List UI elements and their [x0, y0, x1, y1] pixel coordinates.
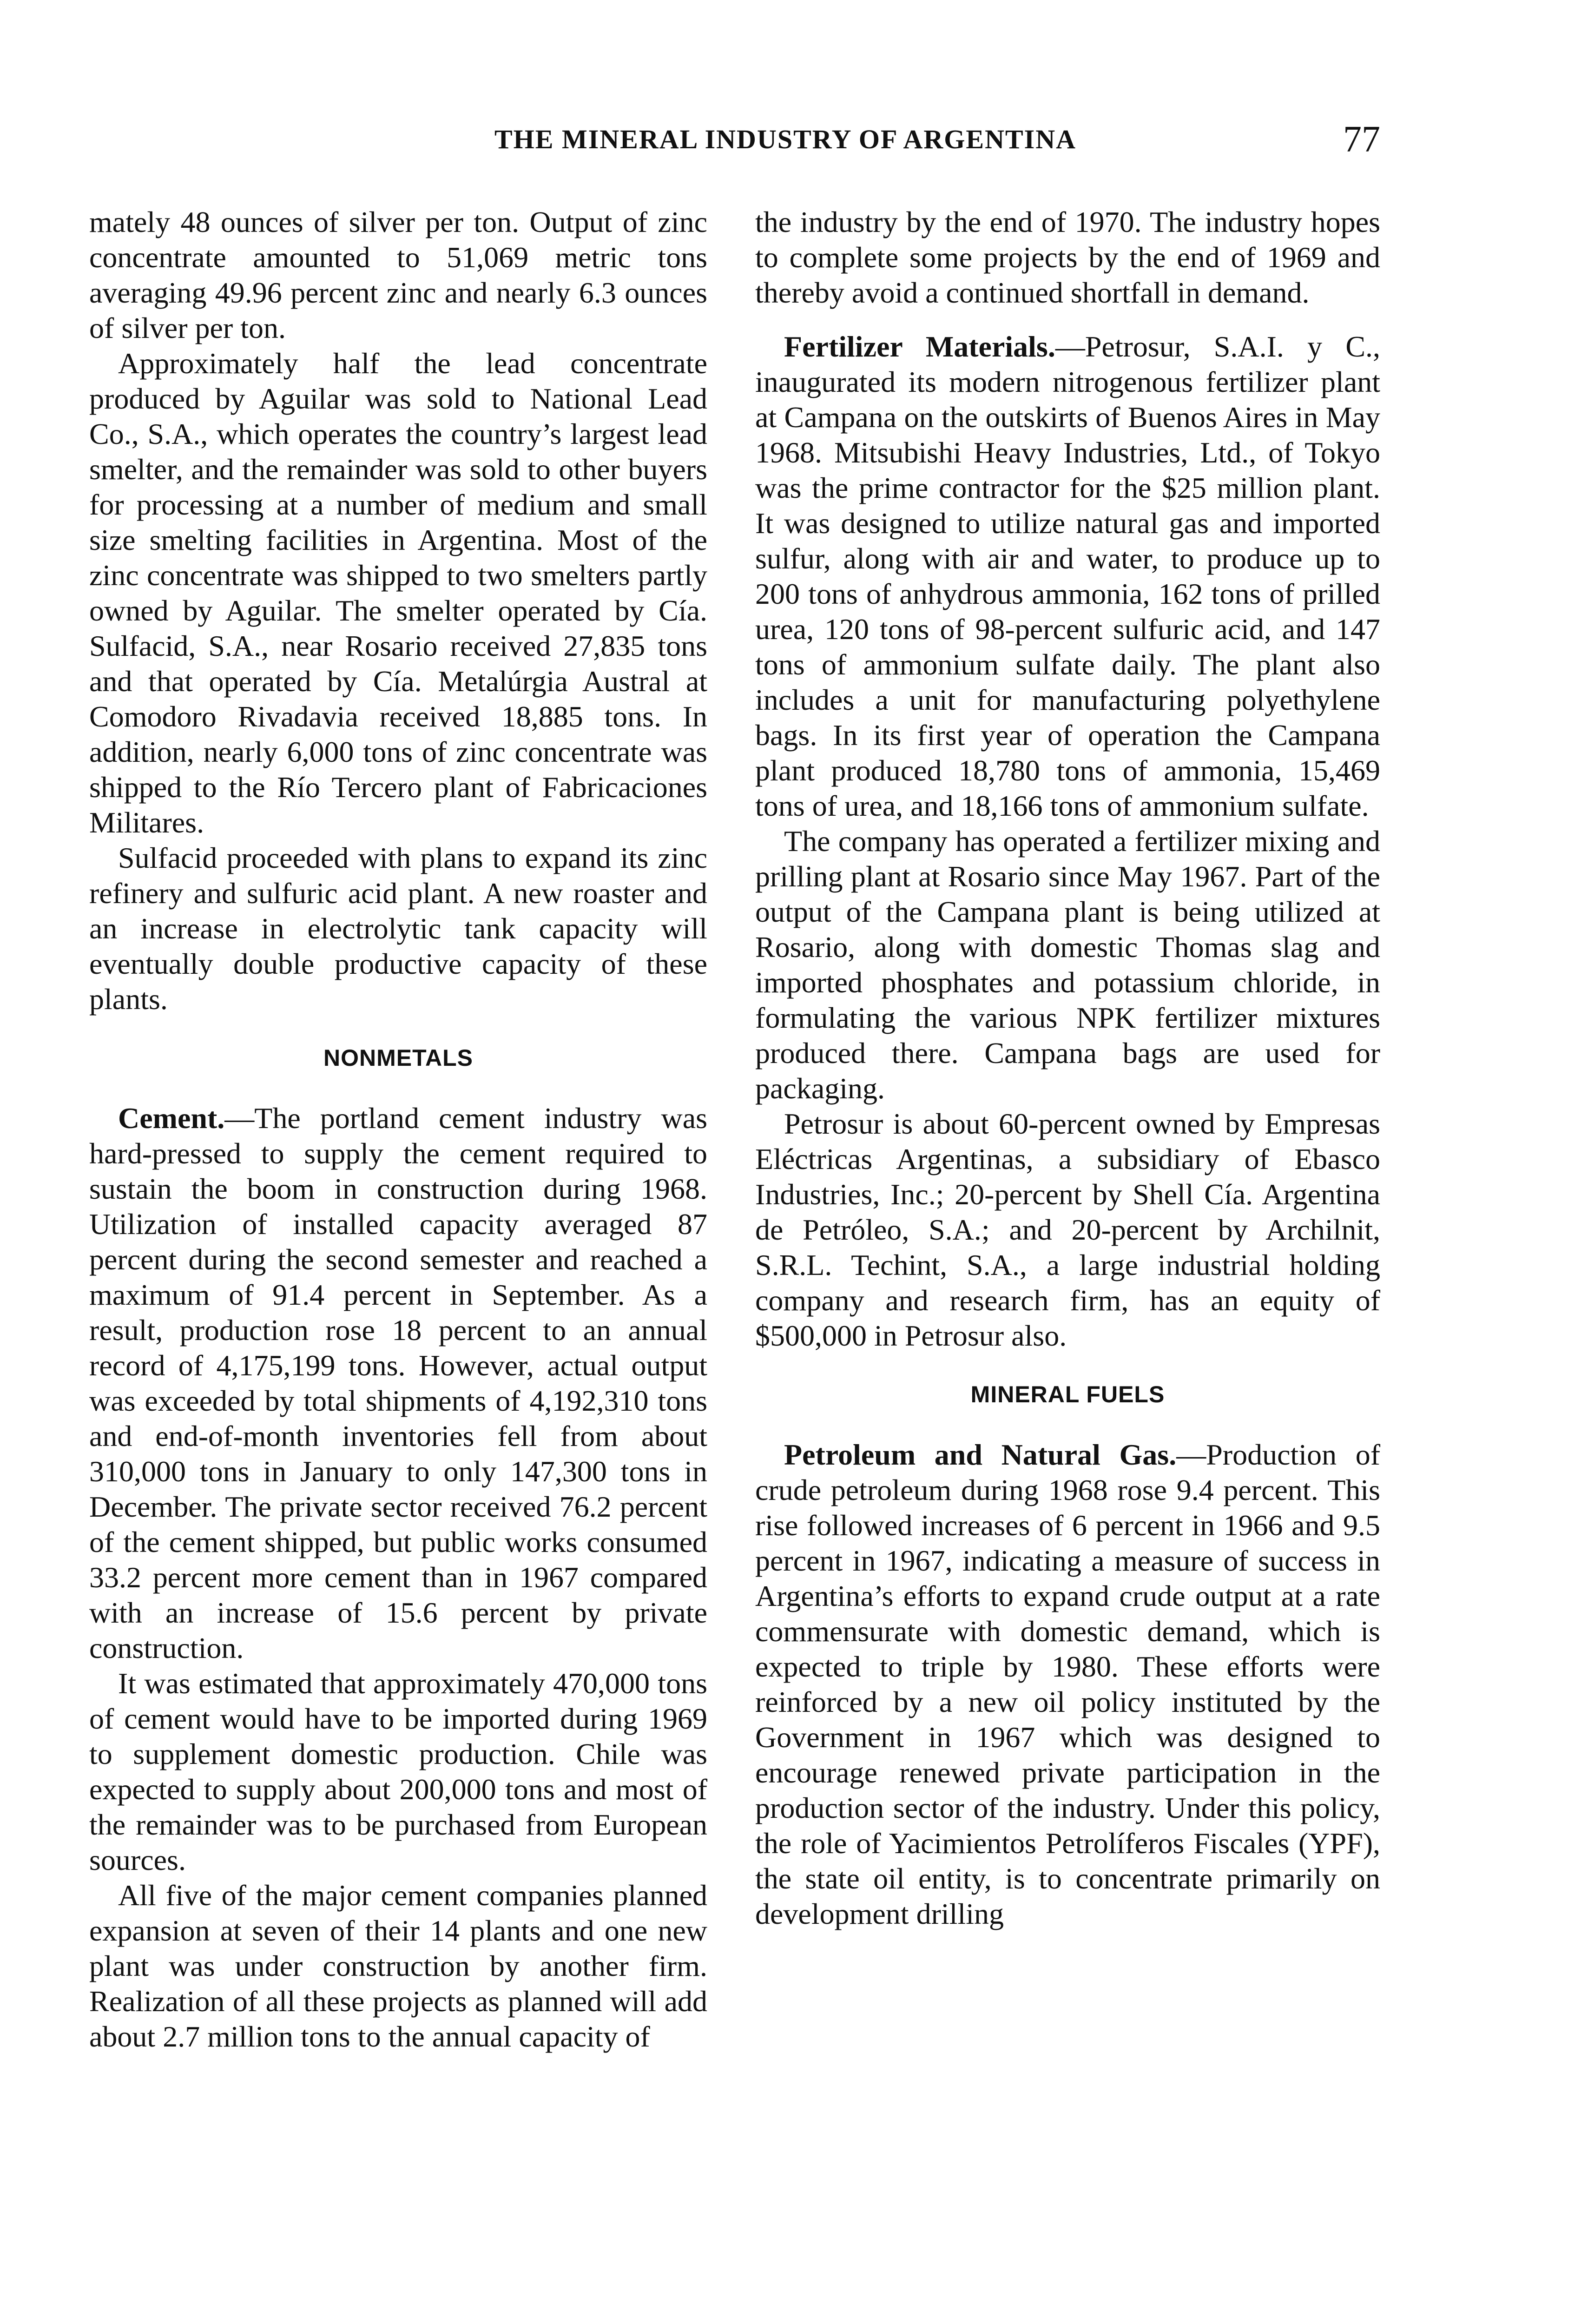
section-heading-nonmetals: NONMETALS [323, 1045, 473, 1071]
paragraph-industry-continuation: the industry by the end of 1970. The industry hopes to complete some projects by the end of 1969 and thereby avoid a continued shortfall in demand. [755, 205, 1380, 309]
paragraph-petroleum [755, 1437, 1380, 1932]
paragraph-cement-expansion: All five of the major cement companies planned expansion at seven of their 14 plants and one new plant was under construction by another firm. Realization of all these projects as planned will add about 2.7 million tons to the annual capacity of [89, 1879, 707, 2053]
cement-text: —The portland cement industry was hard-pressed to supply the cement required to sustain the boom in construction during 1968. Utilization of installed capacity averaged 87 percent during the second semester and reached a maximum of 91.4 percent in September. As a result, production rose 18 percent to an annual record of 4,175,199 tons. However, actual output was exceeded by total shipments of 4,192,310 tons and end-of-month inventories fell from about 310,000 tons in January to only 147,300 tons in December. The private sector received 76.2 percent of the cement shipped, but public works consumed 33.2 percent more cement than in 1967 compared with an increase of 15.6 percent by private construction. [89, 1102, 707, 1664]
page-header [88, 119, 1380, 160]
paragraph-rosario-plant: The company has operated a fertilizer mixing and prilling plant at Rosario since May 1967. Part of the output of the Campana plant is being utilized at Rosario, along with domestic Thomas slag and imported phosphates and potassium chloride, in formulating the various NPK fertilizer mixtures produced there. Campana bags are used for packaging. [755, 825, 1380, 1105]
running-title: THE MINERAL INDUSTRY OF ARGENTINA [494, 124, 1077, 154]
section-heading-mineral-fuels: MINERAL FUELS [970, 1381, 1165, 1407]
left-column [89, 205, 707, 2054]
fertilizer-runin-heading: Fertilizer Materials. [784, 330, 1055, 363]
paragraph-lead-concentrate: Approximately half the lead concentrate produced by Aguilar was sold to National Lead Co., S.A., which operates the country’s largest lead smelter, and the remainder was sold to other buyers for processing at a number of medium and small size smelting facilities in Argentina. Most of the zinc concentrate was shipped to two smelters partly owned by Aguilar. The smelter operated by Cía. Sulfacid, S.A., near Rosario received 27,835 tons and that operated by Cía. Metalúrgia Austral at Comodoro Rivadavia received 18,885 tons. In addition, nearly 6,000 tons of zinc concentrate was shipped to the Río Tercero plant of Fabricaciones Militares. [89, 347, 707, 839]
petroleum-runin-heading: Petroleum and Natural Gas. [784, 1438, 1177, 1471]
paragraph-petrosur-ownership: Petrosur is about 60-percent owned by Empresas Eléctricas Argentinas, a subsidiary of Ebasco Industries, Inc.; 20-percent by Shell Cía. Argentina de Petróleo, S.A.; and 20-percent by Archilnit, S.R.L. Techint, S.A., a large industrial holding company and research firm, has an equity of $500,000 in Petrosur also. [755, 1107, 1380, 1352]
cement-runin-heading: Cement. [118, 1102, 225, 1135]
fertilizer-text: —Petrosur, S.A.I. y C., inaugurated its modern nitrogenous fertilizer plant at Campana on the outskirts of Buenos Aires in May 1968. Mitsubishi Heavy Industries, Ltd., of Tokyo was the prime contractor for the $25 million plant. It was designed to utilize natural gas and imported sulfur, along with air and water, to produce up to 200 tons of anhydrous ammonia, 162 tons of prilled urea, 120 tons of 98-percent sulfuric acid, and 147 tons of ammonium sulfate daily. The plant also includes a unit for manufacturing polyethylene bags. In its first year of operation the Campana plant produced 18,780 tons of ammonia, 15,469 tons of urea, and 18,166 tons of ammonium sulfate. [755, 330, 1380, 822]
paragraph-silver-zinc-output: mately 48 ounces of silver per ton. Output of zinc concentrate amounted to 51,069 metric tons averaging 49.96 percent zinc and nearly 6.3 ounces of silver per ton. [89, 205, 707, 344]
right-column [755, 205, 1380, 1932]
paragraph-fertilizer [755, 329, 1380, 824]
paragraph-cement [89, 1101, 707, 1666]
paragraph-sulfacid-expansion: Sulfacid proceeded with plans to expand its zinc refinery and sulfuric acid plant. A new roaster and an increase in electrolytic tank capacity will eventually double productive capacity of these plants. [89, 841, 707, 1016]
petroleum-text: —Production of crude petroleum during 1968 rose 9.4 percent. This rise followed increases of 6 percent in 1966 and 9.5 percent in 1967, indicating a measure of success in Argentina’s efforts to expand crude output at a rate commensurate with domestic demand, which is expected to triple by 1980. These efforts were reinforced by a new oil policy instituted by the Government in 1967 which was designed to encourage renewed private participation in the production sector of the industry. Under this policy, the role of Yacimientos Petrolíferos Fiscales (YPF), the state oil entity, is to concentrate primarily on development drilling [755, 1438, 1381, 1930]
page-number: 77 [1343, 119, 1380, 160]
paragraph-cement-imports: It was estimated that approximately 470,000 tons of cement would have to be imported during 1969 to supplement domestic production. Chile was expected to supply about 200,000 tons and most of the remainder was to be purchased from European sources. [89, 1667, 707, 1876]
paragraph-gap [755, 310, 1380, 329]
